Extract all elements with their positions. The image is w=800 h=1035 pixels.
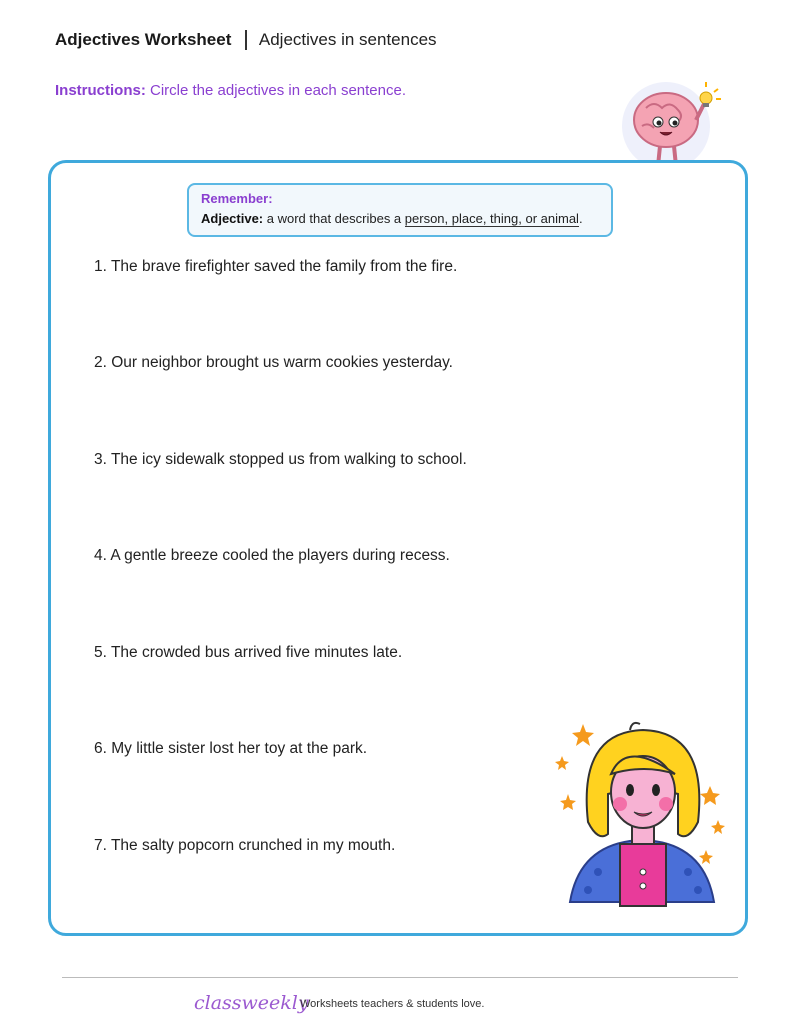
remember-box [187, 183, 613, 237]
sentence-item[interactable]: 3. The icy sidewalk stopped us from walking to school. [94, 451, 467, 468]
worksheet-title: Adjectives Worksheet [55, 30, 232, 49]
header-divider [245, 30, 247, 50]
sentence-item[interactable]: 4. A gentle breeze cooled the players during recess. [94, 547, 450, 564]
definition-prefix: a word that describes a [263, 211, 405, 226]
sentence-item[interactable]: 6. My little sister lost her toy at the park. [94, 740, 368, 757]
definition-suffix: . [578, 211, 583, 226]
sentence-item[interactable]: 1. The brave firefighter saved the family from the fire. [94, 258, 458, 275]
classweekly-logo: classweekly [194, 992, 309, 1014]
remember-label: Remember: [201, 191, 273, 206]
sentence-item[interactable]: 2. Our neighbor brought us warm cookies yesterday. [94, 354, 453, 371]
instructions [55, 82, 406, 99]
sentence-item[interactable]: 5. The crowded bus arrived five minutes late. [94, 644, 403, 661]
sentence-item[interactable]: 7. The salty popcorn crunched in my mouth. [94, 837, 396, 854]
instructions-label: Instructions: [55, 82, 146, 99]
worksheet-subtitle: Adjectives in sentences [258, 30, 437, 49]
footer-tagline: Worksheets teachers & students love. [300, 998, 485, 1010]
definition-term: Adjective: [201, 211, 264, 226]
girl-illustration [548, 712, 738, 917]
footer-divider [62, 977, 738, 978]
worksheet-header [55, 30, 437, 50]
definition-underlined: person, place, thing, or animal [404, 211, 579, 226]
adjective-definition [201, 211, 599, 226]
instructions-text: Circle the adjectives in each sentence. [145, 82, 406, 99]
